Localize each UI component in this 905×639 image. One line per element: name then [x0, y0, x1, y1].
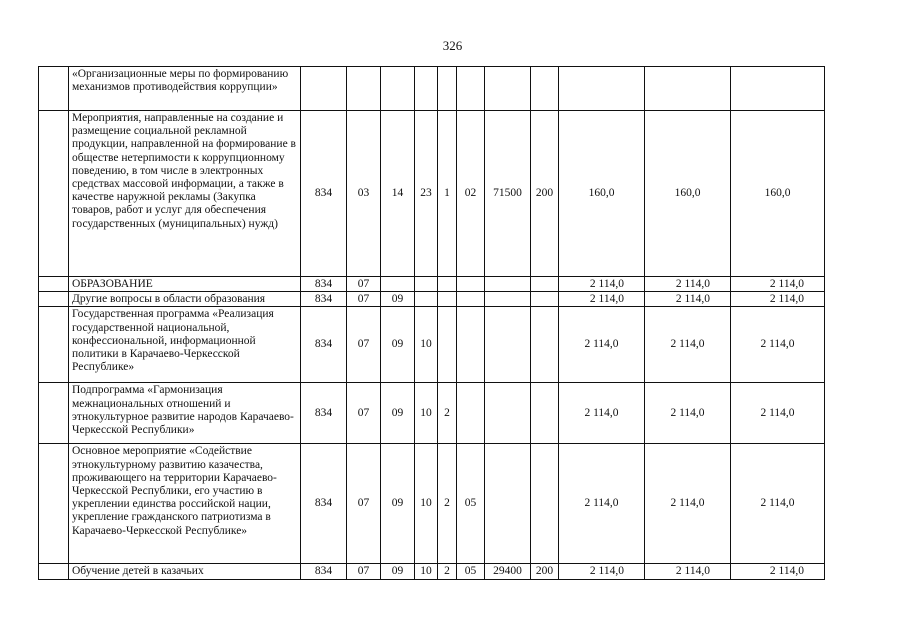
item-name: Подпрограмма «Гармонизация межнациональных отношений и этнокультурное развитие народов Карачаево-Черкесской Республики» [69, 383, 301, 444]
code-measure [457, 67, 485, 111]
code-subsection: 09 [381, 383, 415, 444]
code-direction [485, 292, 531, 307]
code-subsection [381, 67, 415, 111]
amount-year-3: 2 114,0 [731, 444, 825, 564]
table-row [39, 564, 825, 579]
code-expense-type [531, 67, 559, 111]
code-expense-type: 200 [531, 564, 559, 579]
page-number: 326 [442, 38, 463, 53]
amount-year-1: 2 114,0 [559, 564, 645, 579]
amount-year-3: 2 114,0 [731, 383, 825, 444]
amount-year-2: 2 114,0 [645, 383, 731, 444]
code-section [347, 67, 381, 111]
item-name: Мероприятия, направленные на создание и размещение социальной рекламной продукции, направленной на формирование в обществе нетерпимости к коррупционному поведению, в том числе в электронных средствах массовой информации, а также в качестве наружной рекламы (Закупка товаров, работ и услуг для обеспечения государственных (муниципальных) нужд) [69, 111, 301, 277]
code-direction [485, 307, 531, 383]
code-subsection: 09 [381, 307, 415, 383]
code-program [415, 277, 438, 292]
item-name: Обучение детей в казачьих [69, 564, 301, 579]
amount-year-3: 2 114,0 [731, 277, 825, 292]
code-section: 07 [347, 564, 381, 579]
code-program [415, 67, 438, 111]
code-subprogram [438, 277, 457, 292]
row-index-cell [39, 383, 69, 444]
amount-year-2: 2 114,0 [645, 444, 731, 564]
amount-year-1: 2 114,0 [559, 277, 645, 292]
code-section: 03 [347, 111, 381, 277]
amount-year-3 [731, 67, 825, 111]
code-direction [485, 67, 531, 111]
code-direction [485, 383, 531, 444]
table-row [39, 292, 825, 307]
code-section: 07 [347, 307, 381, 383]
table-row [39, 111, 825, 277]
code-section: 07 [347, 383, 381, 444]
row-index-cell [39, 111, 69, 277]
item-name: Государственная программа «Реализация государственной национальной, конфессиональной, информационной политики в Карачаево-Черкесской Республике» [69, 307, 301, 383]
item-name: ОБРАЗОВАНИЕ [69, 277, 301, 292]
amount-year-2: 2 114,0 [645, 292, 731, 307]
amount-year-1: 2 114,0 [559, 383, 645, 444]
code-ministry: 834 [301, 307, 347, 383]
code-ministry: 834 [301, 564, 347, 579]
row-index-cell [39, 307, 69, 383]
code-subsection: 09 [381, 444, 415, 564]
code-measure: 05 [457, 444, 485, 564]
amount-year-1: 160,0 [559, 111, 645, 277]
code-subprogram [438, 292, 457, 307]
code-ministry: 834 [301, 444, 347, 564]
amount-year-3: 2 114,0 [731, 564, 825, 579]
code-ministry: 834 [301, 292, 347, 307]
amount-year-3: 2 114,0 [731, 292, 825, 307]
code-measure [457, 307, 485, 383]
code-program [415, 292, 438, 307]
code-program: 10 [415, 383, 438, 444]
code-subprogram: 1 [438, 111, 457, 277]
amount-year-2: 2 114,0 [645, 564, 731, 579]
amount-year-1: 2 114,0 [559, 307, 645, 383]
amount-year-2 [645, 67, 731, 111]
code-ministry [301, 67, 347, 111]
code-program: 10 [415, 564, 438, 579]
code-direction [485, 444, 531, 564]
code-ministry: 834 [301, 111, 347, 277]
code-expense-type [531, 444, 559, 564]
table-row [39, 67, 825, 111]
code-direction [485, 277, 531, 292]
code-subprogram: 2 [438, 383, 457, 444]
amount-year-2: 2 114,0 [645, 277, 731, 292]
amount-year-1: 2 114,0 [559, 292, 645, 307]
code-measure: 05 [457, 564, 485, 579]
code-expense-type [531, 307, 559, 383]
item-name: Другие вопросы в области образования [69, 292, 301, 307]
code-program: 23 [415, 111, 438, 277]
code-direction: 71500 [485, 111, 531, 277]
code-expense-type: 200 [531, 111, 559, 277]
code-subprogram [438, 307, 457, 383]
row-index-cell [39, 292, 69, 307]
code-section: 07 [347, 444, 381, 564]
code-subsection: 09 [381, 564, 415, 579]
table-row [39, 307, 825, 383]
item-name: Основное мероприятие «Содействие этнокультурному развитию казачества, проживающего на территории Карачаево-Черкесской Республики, его участию в укреплении единства российской нации, укрепление гражданского патриотизма в Карачаево-Черкесской Республике» [69, 444, 301, 564]
item-name: «Организационные меры по формированию механизмов противодействия коррупции» [69, 67, 301, 111]
code-subsection: 14 [381, 111, 415, 277]
table-row [39, 383, 825, 444]
code-subprogram: 2 [438, 564, 457, 579]
code-section: 07 [347, 292, 381, 307]
code-program: 10 [415, 307, 438, 383]
row-index-cell [39, 444, 69, 564]
code-measure [457, 292, 485, 307]
code-program: 10 [415, 444, 438, 564]
budget-table [38, 66, 825, 580]
amount-year-3: 2 114,0 [731, 307, 825, 383]
row-index-cell [39, 67, 69, 111]
amount-year-1 [559, 67, 645, 111]
amount-year-3: 160,0 [731, 111, 825, 277]
code-measure [457, 383, 485, 444]
code-expense-type [531, 383, 559, 444]
code-subprogram [438, 67, 457, 111]
code-measure [457, 277, 485, 292]
table-row [39, 444, 825, 564]
table-row [39, 277, 825, 292]
code-expense-type [531, 292, 559, 307]
code-expense-type [531, 277, 559, 292]
amount-year-1: 2 114,0 [559, 444, 645, 564]
row-index-cell [39, 277, 69, 292]
code-ministry: 834 [301, 277, 347, 292]
row-index-cell [39, 564, 69, 579]
amount-year-2: 2 114,0 [645, 307, 731, 383]
code-direction: 29400 [485, 564, 531, 579]
code-measure: 02 [457, 111, 485, 277]
code-subsection [381, 277, 415, 292]
code-subsection: 09 [381, 292, 415, 307]
code-ministry: 834 [301, 383, 347, 444]
amount-year-2: 160,0 [645, 111, 731, 277]
code-section: 07 [347, 277, 381, 292]
code-subprogram: 2 [438, 444, 457, 564]
